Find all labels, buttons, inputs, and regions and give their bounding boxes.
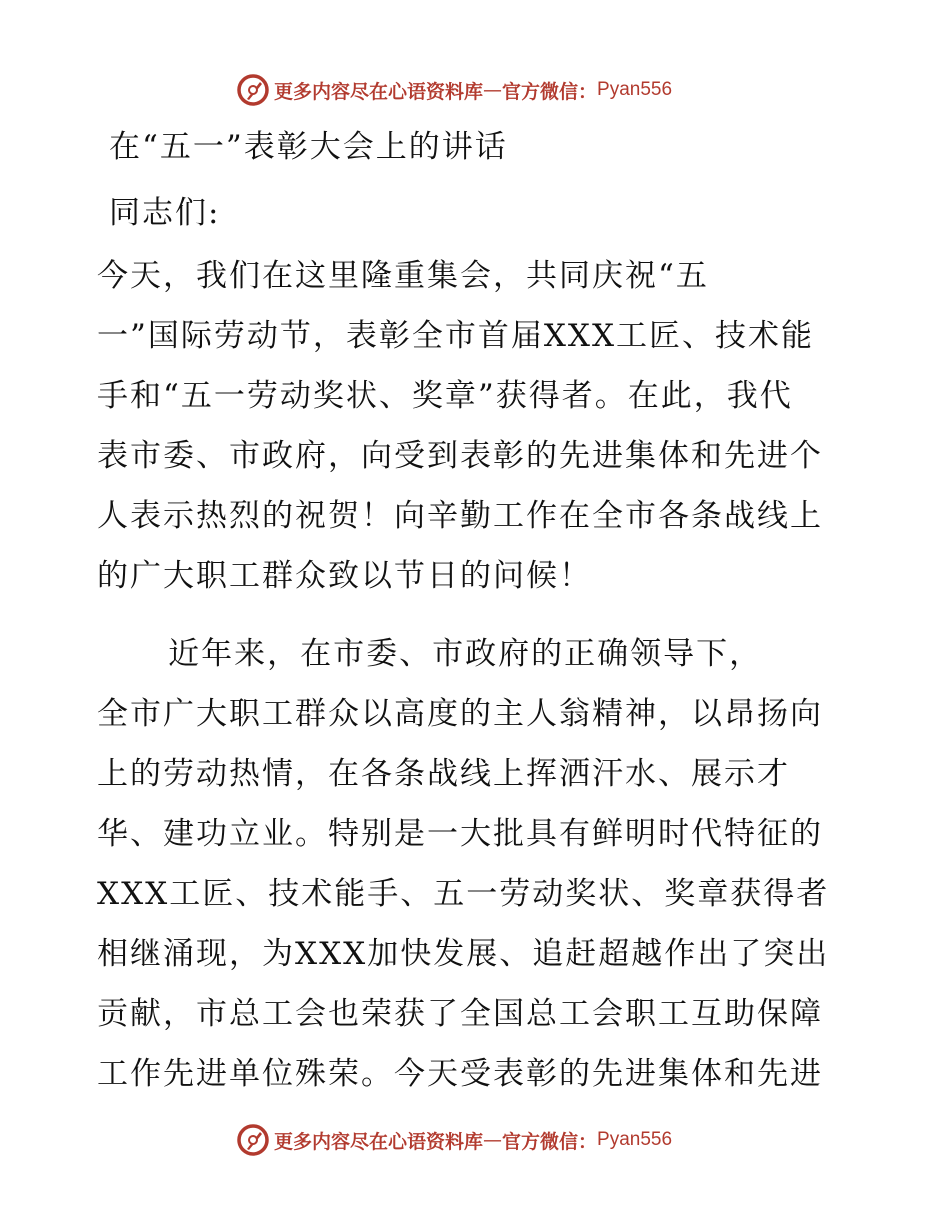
paragraph-2 <box>97 624 857 1104</box>
quill-logo-icon <box>236 1123 270 1157</box>
salutation: 同志们: <box>109 195 221 231</box>
paragraph-line: XXX工匠、技术能手、五一劳动奖状、奖章获得者 <box>97 876 830 912</box>
banner-wechat-label: 官方微信： <box>502 80 598 103</box>
paragraph-line: 上的劳动热情，在各条战线上挥洒汗水、展示才 <box>97 756 790 792</box>
header-watermark-banner <box>236 72 672 108</box>
document-body <box>97 122 857 1104</box>
banner-separator: — <box>483 1129 503 1151</box>
banner-main-text: 更多内容尽在心语资料库 <box>274 1130 484 1153</box>
banner-separator: — <box>483 79 503 101</box>
banner-main-text: 更多内容尽在心语资料库 <box>274 80 484 103</box>
paragraph-line: 表市委、市政府，向受到表彰的先进集体和先进个 <box>97 438 823 474</box>
quill-logo-icon <box>236 73 270 107</box>
paragraph-line: 工作先进单位殊荣。今天受表彰的先进集体和先进 <box>97 1056 823 1092</box>
paragraph-line: 相继涌现，为XXX加快发展、追赶超越作出了突出 <box>97 936 830 972</box>
paragraph-line: 的广大职工群众致以节日的问候！ <box>97 558 592 594</box>
banner-wechat-id: Pyan556 <box>597 79 673 100</box>
banner-wechat-label: 官方微信： <box>502 1130 598 1153</box>
paragraph-line: 近年来，在市委、市政府的正确领导下， <box>97 636 763 672</box>
footer-watermark-banner <box>236 1122 672 1158</box>
paragraph-line: 华、建功立业。特别是一大批具有鲜明时代特征的 <box>97 816 823 852</box>
paragraph-line: 全市广大职工群众以高度的主人翁精神，以昂扬向 <box>97 696 823 732</box>
paragraph-line: 一”国际劳动节，表彰全市首届XXX工匠、技术能 <box>97 318 815 354</box>
paragraph-line: 今天，我们在这里隆重集会，共同庆祝“五 <box>97 258 709 294</box>
paragraph-line: 手和“五一劳动奖状、奖章”获得者。在此，我代 <box>97 378 793 414</box>
document-title: 在“五一”表彰大会上的讲话 <box>109 129 508 165</box>
banner-wechat-id: Pyan556 <box>597 1129 673 1150</box>
paragraph-line: 人表示热烈的祝贺！向辛勤工作在全市各条战线上 <box>97 498 823 534</box>
paragraph-1 <box>97 246 857 606</box>
paragraph-line: 贡献，市总工会也荣获了全国总工会职工互助保障 <box>97 996 823 1032</box>
